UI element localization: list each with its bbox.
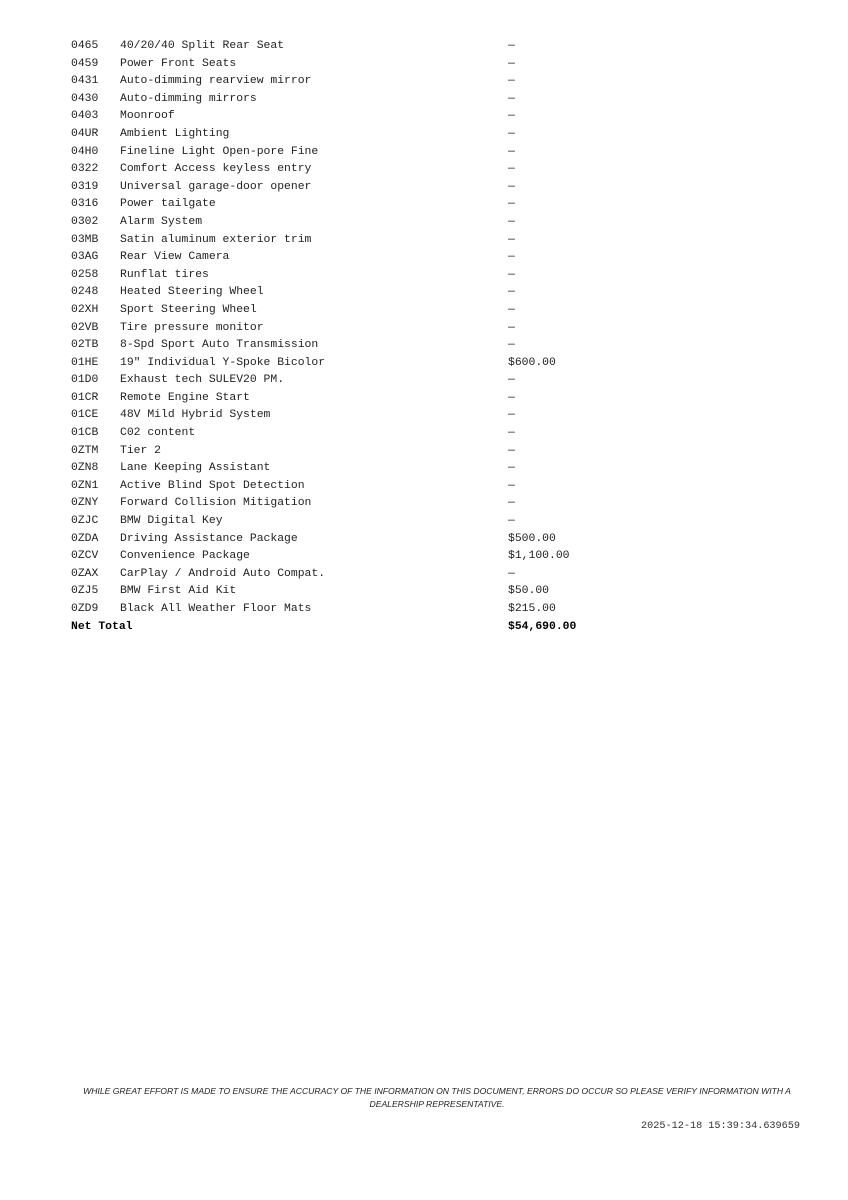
option-list [69, 38, 629, 619]
net-total-row [69, 619, 629, 637]
option-price: $215.00 [508, 603, 556, 615]
option-code: 0ZD9 [71, 603, 99, 615]
option-price: — [508, 110, 515, 123]
option-price: — [508, 391, 515, 404]
option-code: 0ZJ5 [71, 585, 99, 598]
option-code: 01CE [71, 409, 99, 422]
option-row [69, 566, 629, 584]
option-code: 0430 [71, 92, 99, 105]
option-price: — [508, 409, 515, 422]
option-description: Power tailgate [120, 198, 216, 211]
option-code: 0ZNY [71, 497, 99, 510]
option-code: 04UR [71, 127, 99, 140]
net-total-value: $54,690.00 [508, 620, 577, 633]
option-price: — [508, 444, 515, 457]
option-description: Tire pressure monitor [120, 321, 264, 334]
option-code: 0459 [71, 57, 99, 70]
option-price: — [508, 180, 515, 193]
option-description: Driving Assistance Package [120, 532, 298, 545]
option-row [69, 232, 629, 250]
option-description: Power Front Seats [120, 57, 237, 70]
option-row [69, 513, 629, 531]
option-description: Sport Steering Wheel [120, 303, 257, 316]
option-description: 40/20/40 Split Rear Seat [120, 40, 285, 52]
option-price: $500.00 [508, 532, 556, 545]
option-description: Forward Collision Mitigation [120, 497, 312, 510]
option-description: C02 content [120, 427, 196, 440]
option-row [69, 407, 629, 425]
option-code: 0316 [71, 198, 99, 211]
option-code: 0ZN8 [71, 462, 99, 475]
option-price: — [508, 198, 515, 211]
option-code: 0ZDA [71, 532, 99, 545]
option-description: CarPlay / Android Auto Compat. [120, 567, 326, 580]
option-code: 0ZTM [71, 444, 99, 457]
option-row [69, 126, 629, 144]
option-code: 01D0 [71, 374, 99, 387]
option-price: — [508, 515, 515, 528]
option-description: Exhaust tech SULEV20 PM. [120, 374, 285, 387]
print-timestamp: 2025-12-18 15:39:34.639659 [641, 1121, 800, 1132]
option-row [69, 108, 629, 126]
option-description: 19" Individual Y-Spoke Bicolor [120, 356, 326, 369]
option-description: Auto-dimming mirrors [120, 92, 257, 105]
option-price: $600.00 [508, 356, 556, 369]
option-price: — [508, 374, 515, 387]
option-row [69, 249, 629, 267]
option-description: Tier 2 [120, 444, 162, 457]
option-description: Active Blind Spot Detection [120, 479, 305, 492]
net-total-label: Net Total [71, 620, 133, 633]
option-row [69, 478, 629, 496]
option-code: 0465 [71, 40, 99, 52]
option-description: Black All Weather Floor Mats [120, 603, 312, 615]
option-price: $50.00 [508, 585, 550, 598]
option-description: Ambient Lighting [120, 127, 230, 140]
option-row [69, 179, 629, 197]
option-code: 0248 [71, 286, 99, 299]
option-code: 0302 [71, 215, 99, 228]
disclaimer-text: WHILE GREAT EFFORT IS MADE TO ENSURE THE ACCURACY OF THE INFORMATION ON THIS DOCUMENT, ERRORS DO OCCUR SO PLEASE VERIFY INFORMATION WITH A DEALERSHIP REPRESENTATIVE. [83, 1086, 791, 1109]
option-price: — [508, 497, 515, 510]
option-price: — [508, 321, 515, 334]
option-row [69, 372, 629, 390]
option-row [69, 425, 629, 443]
option-price: — [508, 215, 515, 228]
option-description: Moonroof [120, 110, 175, 123]
option-price: — [508, 268, 515, 281]
option-row [69, 267, 629, 285]
option-price: — [508, 339, 515, 352]
option-description: Remote Engine Start [120, 391, 250, 404]
option-code: 03MB [71, 233, 99, 246]
option-code: 0322 [71, 163, 99, 176]
option-price: — [508, 127, 515, 140]
option-row [69, 495, 629, 513]
option-price: $1,100.00 [508, 550, 570, 563]
option-code: 02TB [71, 339, 99, 352]
option-row [69, 443, 629, 461]
option-row [69, 531, 629, 549]
option-description: 8-Spd Sport Auto Transmission [120, 339, 319, 352]
option-code: 01CB [71, 427, 99, 440]
option-description: Heated Steering Wheel [120, 286, 264, 299]
option-price: — [508, 145, 515, 158]
option-code: 0431 [71, 75, 99, 88]
option-code: 02XH [71, 303, 99, 316]
option-row [69, 91, 629, 109]
option-row [69, 73, 629, 91]
option-description: 48V Mild Hybrid System [120, 409, 271, 422]
option-row [69, 460, 629, 478]
option-price: — [508, 251, 515, 264]
option-price: — [508, 75, 515, 88]
option-code: 0ZCV [71, 550, 99, 563]
option-row [69, 601, 629, 619]
option-price: — [508, 303, 515, 316]
option-description: Comfort Access keyless entry [120, 163, 312, 176]
option-row [69, 214, 629, 232]
option-code: 01HE [71, 356, 99, 369]
option-description: Satin aluminum exterior trim [120, 233, 312, 246]
option-code: 02VB [71, 321, 99, 334]
option-row [69, 196, 629, 214]
option-row [69, 38, 629, 56]
option-description: BMW First Aid Kit [120, 585, 237, 598]
option-row [69, 161, 629, 179]
option-code: 0258 [71, 268, 99, 281]
option-row [69, 548, 629, 566]
option-code: 0ZN1 [71, 479, 99, 492]
option-price: — [508, 163, 515, 176]
option-code: 01CR [71, 391, 99, 404]
option-row [69, 56, 629, 74]
option-price: — [508, 40, 515, 52]
option-code: 0403 [71, 110, 99, 123]
option-row [69, 302, 629, 320]
option-price: — [508, 286, 515, 299]
option-row [69, 284, 629, 302]
option-price: — [508, 462, 515, 475]
option-code: 0ZJC [71, 515, 99, 528]
option-code: 03AG [71, 251, 99, 264]
option-row [69, 337, 629, 355]
option-price: — [508, 567, 515, 580]
option-row [69, 583, 629, 601]
option-description: Alarm System [120, 215, 203, 228]
option-description: Runflat tires [120, 268, 209, 281]
option-code: 04H0 [71, 145, 99, 158]
option-price: — [508, 479, 515, 492]
option-price: — [508, 92, 515, 105]
option-price: — [508, 57, 515, 70]
option-row [69, 390, 629, 408]
option-description: Rear View Camera [120, 251, 230, 264]
option-price: — [508, 427, 515, 440]
option-description: Universal garage-door opener [120, 180, 312, 193]
option-description: Convenience Package [120, 550, 250, 563]
option-description: Fineline Light Open-pore Fine [120, 145, 319, 158]
option-row [69, 355, 629, 373]
option-price: — [508, 233, 515, 246]
options-table [69, 38, 629, 636]
option-row [69, 144, 629, 162]
option-description: Auto-dimming rearview mirror [120, 75, 312, 88]
option-code: 0319 [71, 180, 99, 193]
option-code: 0ZAX [71, 567, 99, 580]
option-row [69, 320, 629, 338]
option-description: BMW Digital Key [120, 515, 223, 528]
option-description: Lane Keeping Assistant [120, 462, 271, 475]
